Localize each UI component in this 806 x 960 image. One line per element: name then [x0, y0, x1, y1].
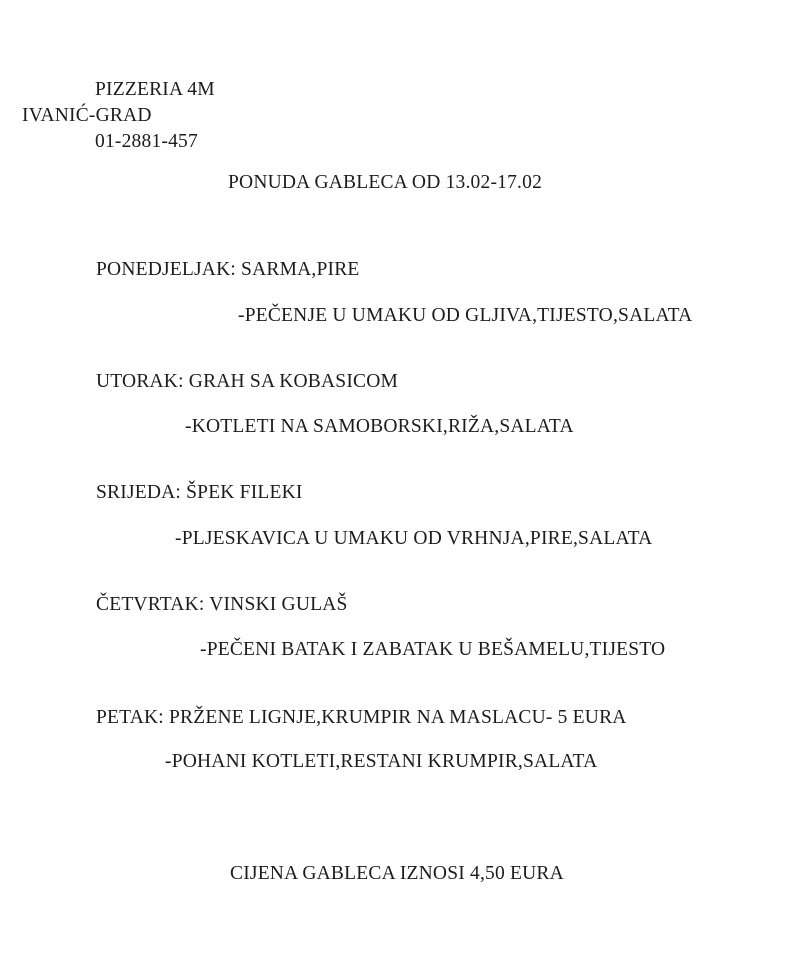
menu-title: PONUDA GABLECA OD 13.02-17.02 [228, 172, 543, 193]
menu-day-friday-alt: -POHANI KOTLETI,RESTANI KRUMPIR,SALATA [165, 751, 598, 772]
menu-day-monday-alt: -PEČENJE U UMAKU OD GLJIVA,TIJESTO,SALATA [238, 305, 693, 326]
restaurant-phone: 01-2881-457 [95, 131, 198, 152]
menu-day-thursday-alt: -PEČENI BATAK I ZABATAK U BEŠAMELU,TIJESTO [200, 639, 666, 660]
price-line: CIJENA GABLECA IZNOSI 4,50 EURA [230, 863, 564, 884]
menu-day-wednesday-alt: -PLJESKAVICA U UMAKU OD VRHNJA,PIRE,SALATA [175, 528, 653, 549]
menu-day-tuesday-main: UTORAK: GRAH SA KOBASICOM [96, 371, 399, 392]
menu-day-wednesday-main: SRIJEDA: ŠPEK FILEKI [96, 482, 303, 503]
menu-day-tuesday-alt: -KOTLETI NA SAMOBORSKI,RIŽA,SALATA [185, 416, 574, 437]
restaurant-city: IVANIĆ-GRAD [22, 105, 152, 126]
menu-day-monday-main: PONEDJELJAK: SARMA,PIRE [96, 259, 360, 280]
restaurant-name: PIZZERIA 4M [95, 79, 215, 100]
menu-day-thursday-main: ČETVRTAK: VINSKI GULAŠ [96, 594, 348, 615]
menu-day-friday-main: PETAK: PRŽENE LIGNJE,KRUMPIR NA MASLACU- 5 EURA [96, 707, 627, 728]
